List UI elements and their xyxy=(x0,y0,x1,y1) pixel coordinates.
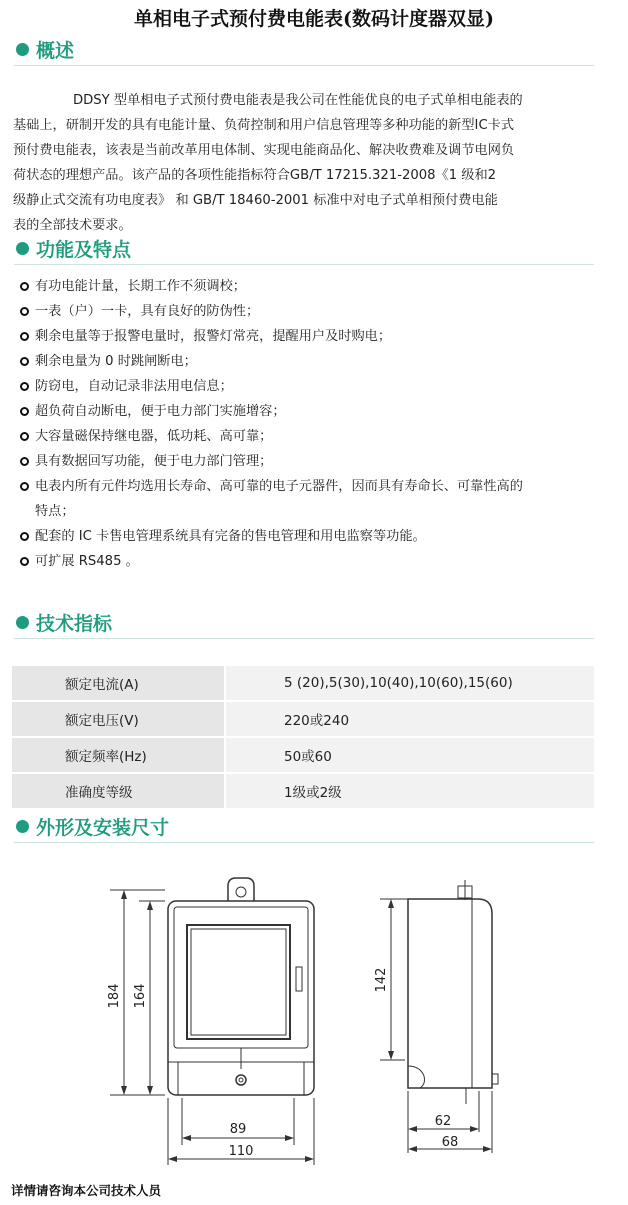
list-item xyxy=(17,349,607,374)
list-item xyxy=(17,449,607,474)
list-item xyxy=(17,299,607,324)
feature-text: 一表（户）一卡，具有良好的防伪性； xyxy=(35,304,260,319)
overview-line: 预付费电能表，该表是当前改革用电体制、实现电能商品化、解决收费难及调节电网负 xyxy=(13,143,515,158)
dim-label-62: 62 xyxy=(434,1114,452,1129)
feature-text: 剩余电量等于报警电量时，报警灯常亮，提醒用户及时购电； xyxy=(35,329,392,344)
overview-line: 表的全部技术要求。 xyxy=(13,218,132,233)
feature-text-continuation: 特点； xyxy=(35,504,75,519)
feature-text: 防窃电，自动记录非法用电信息； xyxy=(35,379,233,394)
feature-text: 可扩展 RS485 。 xyxy=(35,554,139,569)
spec-label: 额定电流(A) xyxy=(12,666,225,701)
list-item xyxy=(17,549,607,574)
footer-note: 详情请咨询本公司技术人员 xyxy=(11,1183,162,1198)
spec-label: 准确度等级 xyxy=(12,773,225,809)
overview-line: 荷状态的理想产品。该产品的各项性能指标符合GB/T 17215.321-2008《1 级和2 xyxy=(13,168,497,183)
spec-value: 5 (20),5(30),10(40),10(60),15(60) xyxy=(225,666,594,701)
spec-table xyxy=(12,666,594,810)
overview-line: DDSY 型单相电子式预付费电能表是我公司在性能优良的电子式单相电能表的 xyxy=(73,93,523,108)
circle-bullet-icon xyxy=(20,407,29,416)
section-header-features xyxy=(14,234,594,265)
dim-label-184: 184 xyxy=(107,983,122,1009)
dim-label-89: 89 xyxy=(229,1122,247,1137)
side-view xyxy=(380,880,498,1153)
circle-bullet-icon xyxy=(20,332,29,341)
dim-label-68: 68 xyxy=(441,1135,459,1150)
circle-bullet-icon xyxy=(20,557,29,566)
dim-label-110: 110 xyxy=(228,1144,254,1159)
feature-text: 大容量磁保持继电器，低功耗、高可靠； xyxy=(35,429,273,444)
list-item xyxy=(17,424,607,449)
bullet-dot-icon xyxy=(16,820,29,833)
section-header-dimensions xyxy=(14,812,594,843)
dimension-drawing xyxy=(0,870,628,1170)
feature-text: 有功电能计量，长期工作不须调校； xyxy=(35,279,246,294)
overview-line: 级静止式交流有功电度表》 和 GB/T 18460-2001 标准中对电子式单相预付费电能 xyxy=(13,193,498,208)
circle-bullet-icon xyxy=(20,282,29,291)
dim-label-142: 142 xyxy=(374,967,389,993)
spec-value: 1级或2级 xyxy=(225,773,594,809)
spec-value: 50或60 xyxy=(225,737,594,773)
page-title: 单相电子式预付费电能表(数码计度器双显) xyxy=(134,8,494,30)
spec-label: 额定电压(V) xyxy=(12,701,225,737)
section-header-overview xyxy=(14,35,594,66)
spec-value: 220或240 xyxy=(225,701,594,737)
list-item xyxy=(17,374,607,399)
dim-label-164: 164 xyxy=(133,983,148,1009)
feature-text: 具有数据回写功能，便于电力部门管理； xyxy=(35,454,273,469)
spec-label: 额定频率(Hz) xyxy=(12,737,225,773)
feature-text: 配套的 IC 卡售电管理系统具有完备的售电管理和用电监察等功能。 xyxy=(35,529,426,544)
circle-bullet-icon xyxy=(20,457,29,466)
circle-bullet-icon xyxy=(20,432,29,441)
table-row xyxy=(12,773,594,809)
circle-bullet-icon xyxy=(20,532,29,541)
overview-paragraph xyxy=(13,88,600,238)
overview-line: 基础上，研制开发的具有电能计量、负荷控制和用户信息管理等多种功能的新型IC卡式 xyxy=(13,118,515,133)
circle-bullet-icon xyxy=(20,382,29,391)
feature-text: 超负荷自动断电，便于电力部门实施增容； xyxy=(35,404,286,419)
circle-bullet-icon xyxy=(20,357,29,366)
section-title: 技术指标 xyxy=(36,613,113,635)
section-title: 功能及特点 xyxy=(36,239,132,261)
list-item xyxy=(17,274,607,299)
bullet-dot-icon xyxy=(16,242,29,255)
feature-text: 电表内所有元件均选用长寿命、高可靠的电子元器件，因而具有寿命长、可靠性高的 xyxy=(35,479,523,494)
table-row xyxy=(12,737,594,773)
front-view xyxy=(110,878,314,1165)
circle-bullet-icon xyxy=(20,482,29,491)
list-item xyxy=(17,474,607,524)
bullet-dot-icon xyxy=(16,43,29,56)
section-title: 外形及安装尺寸 xyxy=(36,817,170,839)
feature-list xyxy=(17,274,607,574)
section-header-specs xyxy=(14,608,594,639)
feature-text: 剩余电量为 0 时跳闸断电； xyxy=(35,354,197,369)
bullet-dot-icon xyxy=(16,616,29,629)
list-item xyxy=(17,524,607,549)
list-item xyxy=(17,324,607,349)
table-row xyxy=(12,666,594,701)
circle-bullet-icon xyxy=(20,307,29,316)
section-title: 概述 xyxy=(36,40,75,62)
table-row xyxy=(12,701,594,737)
list-item xyxy=(17,399,607,424)
